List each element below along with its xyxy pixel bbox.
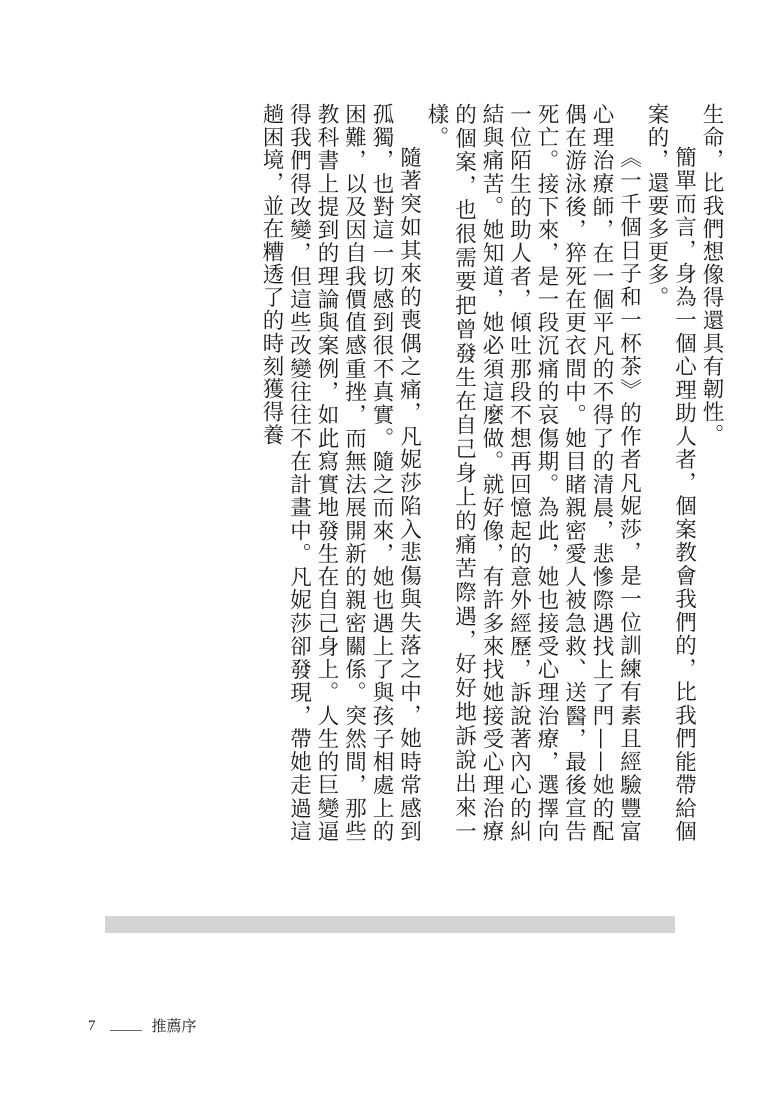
paragraph-4: 隨著突如其來的喪偶之痛，凡妮莎陷入悲傷與失落之中，她時常感到孤獨，也對這一切感到很不真實。隨之而來，她也遇上了與孩子相處上的困難，以及因自我價值感重挫，而無法展開新的親密關係。突然間，那些教科書上提到的理論與案例，如此寫實地發生在自己身上。人生的巨變逼得我們得改變，但這些改變往往不在計畫中。凡妮莎卻發現，帶她走過這趟困境，並在糟透了的時刻獲得養 xyxy=(259,103,422,843)
paragraph-3: 《一千個日子和一杯茶》的作者凡妮莎，是一位訓練有素且經驗豐富心理治療師，在一個平凡的不得了的清晨，悲慘際遇找上了門——她的配偶在游泳後，猝死在更衣間中。她目睹親密愛人被急救、送醫，最後宣告死亡。接下來，是一段沉痛的哀傷期。為此，她也接受心理治療，選擇向一位陌生的助人者，傾吐那段不想再回憶起的意外經歷，訴說著內心的糾結與痛苦。她知道，她必須這麼做。就好像，有許多來找她接受心理治療的個案，也很需要把曾發生在自己身上的痛苦際遇，好好地訴說出來一樣。 xyxy=(424,103,642,843)
page-footer xyxy=(88,1012,197,1034)
paragraph-2: 簡單而言，身為一個心理助人者，個案教會我們的，比我們能帶給個案的，還要多更多。 xyxy=(644,103,697,843)
decorative-gray-bar xyxy=(105,916,675,933)
page-number: 7 xyxy=(88,1018,96,1034)
footer-rule xyxy=(110,1030,142,1031)
section-title: 推薦序 xyxy=(151,1017,197,1035)
paragraph-1: 生命，比我們想像得還具有韌性。 xyxy=(699,103,724,447)
vertical-text-block xyxy=(85,103,725,843)
